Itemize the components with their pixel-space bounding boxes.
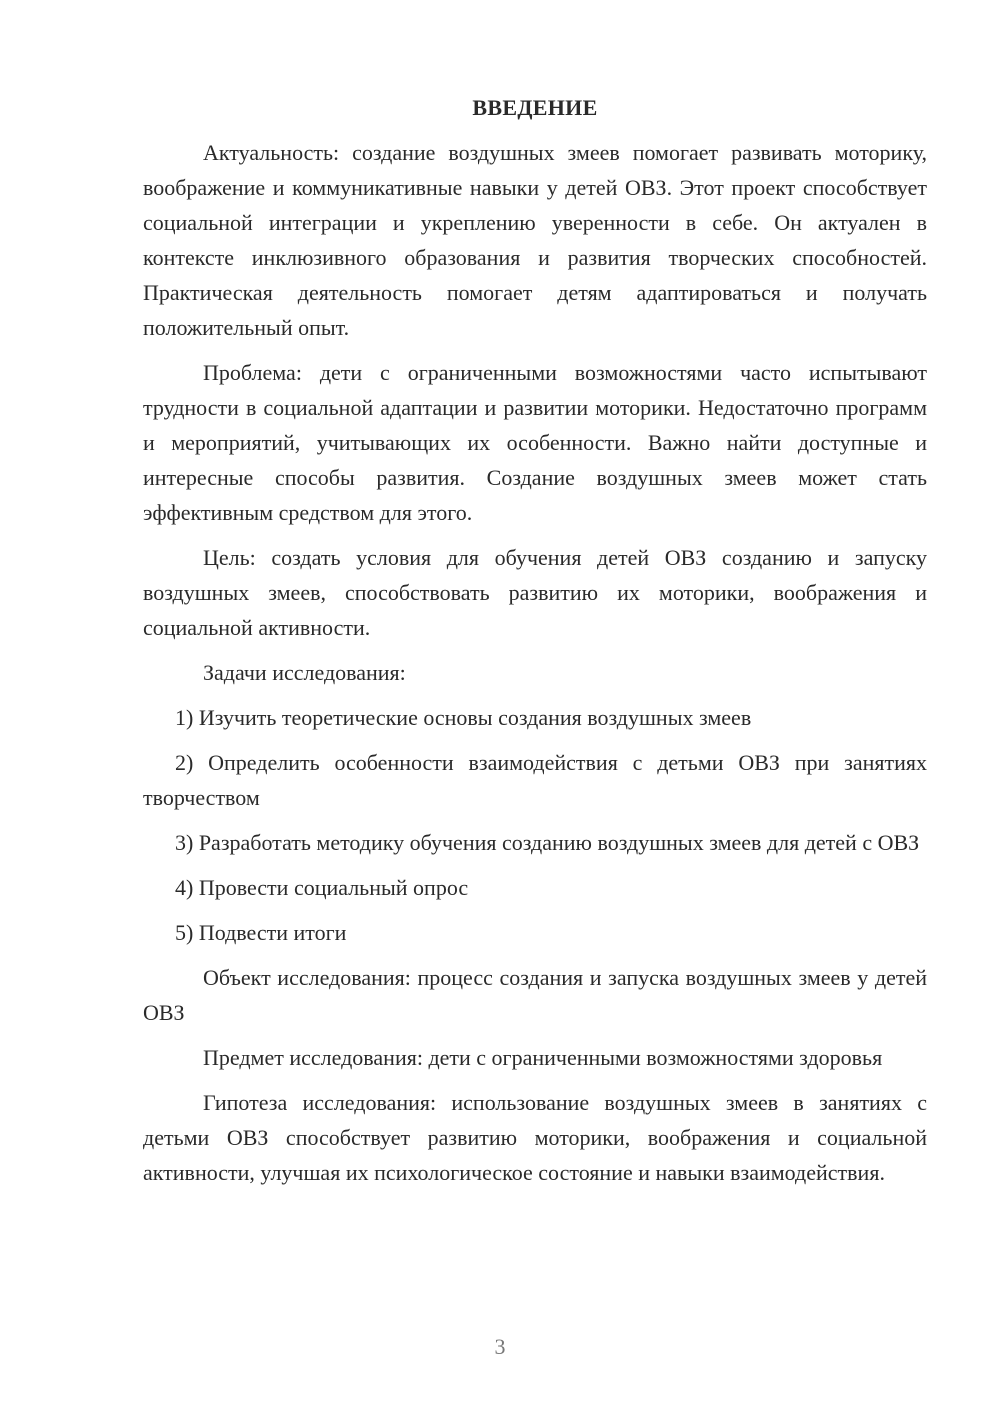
task-item: 2) Определить особенности взаимодействия с детьми ОВЗ при занятиях творчеством xyxy=(143,750,927,810)
problem-paragraph: Проблема: дети с ограниченными возможностями часто испытывают трудности в социальной адаптации и развитии моторики. Недостаточно программ и мероприятий, учитывающих их особенности. Важно найти доступные и интересные способы развития. Создание воздушных змеев может стать эффективным средством для этого. xyxy=(143,360,927,525)
page-number: 3 xyxy=(494,1334,506,1359)
task-item: 3) Разработать методику обучения созданию воздушных змеев для детей с ОВЗ xyxy=(175,830,920,855)
task-item: 4) Провести социальный опрос xyxy=(175,875,469,900)
task-item: 5) Подвести итоги xyxy=(175,920,347,945)
document-page xyxy=(143,95,927,1190)
hypothesis-paragraph: Гипотеза исследования: использование воздушных змеев в занятиях с детьми ОВЗ способствует развитию моторики, воображения и социальной активности, улучшая их психологическое состояние и навыки взаимодействия. xyxy=(143,1090,927,1185)
relevance-paragraph: Актуальность: создание воздушных змеев помогает развивать моторику, воображение и коммуникативные навыки у детей ОВЗ. Этот проект способствует социальной интеграции и укреплению уверенности в себе. Он актуален в контексте инклюзивного образования и развития творческих способностей. Практическая деятельность помогает детям адаптироваться и получать положительный опыт. xyxy=(143,140,927,340)
task-item: 1) Изучить теоретические основы создания воздушных змеев xyxy=(175,705,752,730)
tasks-heading: Задачи исследования: xyxy=(203,660,406,685)
subject-paragraph: Предмет исследования: дети с ограниченными возможностями здоровья xyxy=(203,1045,883,1070)
goal-paragraph: Цель: создать условия для обучения детей ОВЗ созданию и запуску воздушных змеев, способствовать развитию их моторики, воображения и социальной активности. xyxy=(143,545,927,640)
section-heading: ВВЕДЕНИЕ xyxy=(472,95,598,120)
object-paragraph: Объект исследования: процесс создания и запуска воздушных змеев у детей ОВЗ xyxy=(143,965,927,1025)
